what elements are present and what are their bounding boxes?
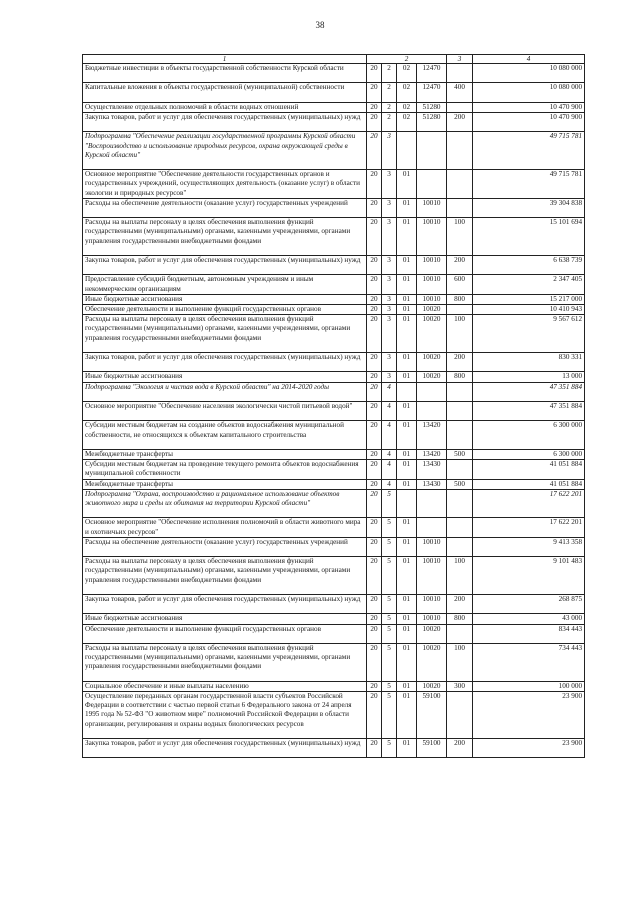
row-name: Подпрограмма "Экология и чистая вода в Курской области" на 2014-2020 годы xyxy=(83,382,367,401)
column-header-3: 3 xyxy=(447,55,473,64)
table-row xyxy=(83,624,585,643)
row-code-subprogram: 3 xyxy=(382,255,397,274)
row-code-event xyxy=(397,382,417,401)
row-code-direction: 10020 xyxy=(417,304,447,314)
row-name: Социальное обеспечение и иные выплаты населению xyxy=(83,681,367,691)
row-code-program: 20 xyxy=(367,132,382,170)
row-code-program: 20 xyxy=(367,624,382,643)
row-code-direction: 59100 xyxy=(417,691,447,738)
row-amount: 2 347 405 xyxy=(473,275,585,294)
row-expense-type: 200 xyxy=(447,738,473,757)
row-code-program: 20 xyxy=(367,594,382,613)
table-row xyxy=(83,198,585,217)
table-row xyxy=(83,401,585,420)
row-code-direction xyxy=(417,401,447,420)
row-code-event: 01 xyxy=(397,614,417,624)
row-expense-type: 200 xyxy=(447,352,473,371)
row-code-subprogram: 4 xyxy=(382,401,397,420)
row-expense-type: 600 xyxy=(447,275,473,294)
row-code-event: 01 xyxy=(397,738,417,757)
row-code-direction xyxy=(417,132,447,170)
row-expense-type: 800 xyxy=(447,372,473,382)
table-row xyxy=(83,132,585,170)
row-code-subprogram: 2 xyxy=(382,83,397,102)
row-code-event: 02 xyxy=(397,64,417,83)
row-code-direction xyxy=(417,518,447,537)
row-expense-type: 800 xyxy=(447,294,473,304)
row-code-direction xyxy=(417,489,447,518)
row-expense-type xyxy=(447,624,473,643)
row-code-event xyxy=(397,132,417,170)
table-row xyxy=(83,537,585,556)
row-code-event: 01 xyxy=(397,691,417,738)
row-code-direction: 13420 xyxy=(417,449,447,459)
row-code-subprogram: 3 xyxy=(382,352,397,371)
row-amount: 100 000 xyxy=(473,681,585,691)
table-row xyxy=(83,304,585,314)
row-amount: 47 351 884 xyxy=(473,401,585,420)
row-expense-type: 800 xyxy=(447,614,473,624)
row-code-program: 20 xyxy=(367,315,382,353)
row-expense-type xyxy=(447,518,473,537)
row-name: Закупка товаров, работ и услуг для обеспечения государственных (муниципальных) нужд xyxy=(83,255,367,274)
table-row xyxy=(83,382,585,401)
row-code-program: 20 xyxy=(367,304,382,314)
column-header-1: 1 xyxy=(83,55,367,64)
row-code-direction: 10010 xyxy=(417,537,447,556)
table-row xyxy=(83,112,585,131)
row-expense-type: 100 xyxy=(447,643,473,681)
row-code-direction: 10010 xyxy=(417,557,447,595)
row-code-program: 20 xyxy=(367,102,382,112)
row-code-program: 20 xyxy=(367,537,382,556)
row-code-subprogram: 3 xyxy=(382,294,397,304)
row-code-event: 01 xyxy=(397,518,417,537)
table-row xyxy=(83,315,585,353)
row-code-subprogram: 2 xyxy=(382,64,397,83)
row-name: Межбюджетные трансферты xyxy=(83,449,367,459)
row-code-event: 01 xyxy=(397,421,417,450)
row-code-direction xyxy=(417,170,447,199)
row-code-program: 20 xyxy=(367,479,382,489)
row-expense-type xyxy=(447,691,473,738)
row-code-event: 01 xyxy=(397,275,417,294)
table-row xyxy=(83,352,585,371)
row-code-program: 20 xyxy=(367,372,382,382)
row-code-subprogram: 4 xyxy=(382,421,397,450)
row-amount: 41 051 884 xyxy=(473,479,585,489)
table-row xyxy=(83,218,585,256)
row-code-subprogram: 4 xyxy=(382,479,397,489)
row-amount: 47 351 884 xyxy=(473,382,585,401)
row-code-direction: 13430 xyxy=(417,479,447,489)
row-code-event: 01 xyxy=(397,537,417,556)
row-code-subprogram: 3 xyxy=(382,304,397,314)
row-code-subprogram: 5 xyxy=(382,557,397,595)
row-code-event: 01 xyxy=(397,352,417,371)
row-amount: 734 443 xyxy=(473,643,585,681)
row-name: Подпрограмма "Обеспечение реализации государственной программы Курской области "Воспроизводство и использование природных ресурсов, охрана окружающей среды в Курской области" xyxy=(83,132,367,170)
table-body xyxy=(83,55,585,758)
row-code-program: 20 xyxy=(367,557,382,595)
row-code-event: 01 xyxy=(397,198,417,217)
row-code-subprogram: 3 xyxy=(382,218,397,256)
row-code-direction: 10020 xyxy=(417,643,447,681)
row-code-event: 01 xyxy=(397,294,417,304)
row-code-direction: 10010 xyxy=(417,614,447,624)
row-code-subprogram: 5 xyxy=(382,643,397,681)
table-row xyxy=(83,294,585,304)
table-row xyxy=(83,614,585,624)
row-code-event: 01 xyxy=(397,372,417,382)
row-name: Иные бюджетные ассигнования xyxy=(83,294,367,304)
table-row xyxy=(83,255,585,274)
row-name: Обеспечение деятельности и выполнение функций государственных органов xyxy=(83,304,367,314)
row-code-direction xyxy=(417,382,447,401)
row-code-program: 20 xyxy=(367,460,382,479)
row-amount: 6 638 739 xyxy=(473,255,585,274)
row-name: Расходы на выплаты персоналу в целях обеспечения выполнения функций государственными (муниципальными) органами, казенными учреждениями, органами управления государственными внебюджетными фондами xyxy=(83,218,367,256)
row-amount: 17 622 201 xyxy=(473,489,585,518)
row-code-event: 01 xyxy=(397,315,417,353)
row-name: Обеспечение деятельности и выполнение функций государственных органов xyxy=(83,624,367,643)
row-code-program: 20 xyxy=(367,382,382,401)
row-code-program: 20 xyxy=(367,64,382,83)
row-expense-type xyxy=(447,304,473,314)
row-expense-type xyxy=(447,64,473,83)
row-amount: 10 470 900 xyxy=(473,112,585,131)
row-code-event: 01 xyxy=(397,255,417,274)
row-name: Подпрограмма "Охрана, воспроизводство и рациональное использование объектов животного мира и среды их обитания на территории Курской области" xyxy=(83,489,367,518)
row-code-subprogram: 2 xyxy=(382,112,397,131)
row-amount: 10 470 900 xyxy=(473,102,585,112)
page-number: 38 xyxy=(315,20,325,30)
row-code-direction: 10020 xyxy=(417,372,447,382)
row-code-subprogram: 3 xyxy=(382,198,397,217)
row-code-subprogram: 3 xyxy=(382,275,397,294)
row-code-program: 20 xyxy=(367,738,382,757)
row-code-program: 20 xyxy=(367,401,382,420)
row-code-subprogram: 3 xyxy=(382,315,397,353)
row-code-event: 01 xyxy=(397,624,417,643)
row-name: Расходы на обеспечение деятельности (оказание услуг) государственных учреждений xyxy=(83,537,367,556)
row-code-program: 20 xyxy=(367,518,382,537)
row-name: Капитальные вложения в объекты государственной (муниципальной) собственности xyxy=(83,83,367,102)
row-amount: 830 331 xyxy=(473,352,585,371)
row-name: Закупка товаров, работ и услуг для обеспечения государственных (муниципальных) нужд xyxy=(83,352,367,371)
table-row xyxy=(83,691,585,738)
row-code-event: 01 xyxy=(397,681,417,691)
row-code-program: 20 xyxy=(367,489,382,518)
row-code-direction: 10010 xyxy=(417,294,447,304)
row-code-event: 01 xyxy=(397,557,417,595)
row-amount: 41 051 884 xyxy=(473,460,585,479)
row-amount: 15 101 694 xyxy=(473,218,585,256)
row-code-program: 20 xyxy=(367,449,382,459)
row-code-event: 01 xyxy=(397,170,417,199)
row-name: Закупка товаров, работ и услуг для обеспечения государственных (муниципальных) нужд xyxy=(83,594,367,613)
row-amount: 6 300 000 xyxy=(473,421,585,450)
row-code-program: 20 xyxy=(367,275,382,294)
row-code-direction: 10020 xyxy=(417,315,447,353)
row-code-event: 01 xyxy=(397,218,417,256)
table-row xyxy=(83,372,585,382)
row-code-direction: 51280 xyxy=(417,112,447,131)
row-code-program: 20 xyxy=(367,83,382,102)
row-name: Закупка товаров, работ и услуг для обеспечения государственных (муниципальных) нужд xyxy=(83,738,367,757)
row-code-subprogram: 3 xyxy=(382,170,397,199)
row-code-subprogram: 5 xyxy=(382,518,397,537)
row-name: Основное мероприятие "Обеспечение населения экологически чистой питьевой водой" xyxy=(83,401,367,420)
row-amount: 43 000 xyxy=(473,614,585,624)
row-expense-type: 200 xyxy=(447,112,473,131)
row-code-event xyxy=(397,489,417,518)
row-code-program: 20 xyxy=(367,198,382,217)
row-code-program: 20 xyxy=(367,681,382,691)
row-code-program: 20 xyxy=(367,255,382,274)
row-name: Расходы на обеспечение деятельности (оказание услуг) государственных учреждений xyxy=(83,198,367,217)
table-row xyxy=(83,681,585,691)
row-amount: 10 410 943 xyxy=(473,304,585,314)
row-expense-type: 100 xyxy=(447,557,473,595)
row-amount: 9 567 612 xyxy=(473,315,585,353)
column-header-2: 2 xyxy=(367,55,447,64)
row-expense-type: 500 xyxy=(447,479,473,489)
row-code-subprogram: 4 xyxy=(382,382,397,401)
row-expense-type: 200 xyxy=(447,594,473,613)
row-code-event: 01 xyxy=(397,479,417,489)
row-code-program: 20 xyxy=(367,112,382,131)
row-code-direction: 10010 xyxy=(417,218,447,256)
row-code-event: 01 xyxy=(397,401,417,420)
row-code-subprogram: 2 xyxy=(382,102,397,112)
row-expense-type xyxy=(447,102,473,112)
row-code-subprogram: 5 xyxy=(382,681,397,691)
table-row xyxy=(83,170,585,199)
row-code-direction: 10010 xyxy=(417,275,447,294)
table-row xyxy=(83,102,585,112)
row-name: Осуществление переданных органам государственной власти субъектов Российской Федерации в соответствии с частью первой статьи 6 Федерального закона от 24 апреля 1995 года № 52-ФЗ "О животном мире" полномочий Российской Федерации в области организации, регулирования и охраны водных биологических ресурсов xyxy=(83,691,367,738)
row-code-program: 20 xyxy=(367,614,382,624)
row-amount: 23 900 xyxy=(473,691,585,738)
row-code-direction: 59100 xyxy=(417,738,447,757)
table-row xyxy=(83,738,585,757)
table-row xyxy=(83,449,585,459)
row-amount: 17 622 201 xyxy=(473,518,585,537)
row-name: Бюджетные инвестиции в объекты государственной собственности Курской области xyxy=(83,64,367,83)
row-name: Основное мероприятие "Обеспечение исполнения полномочий в области животного мира и охотничьих ресурсов" xyxy=(83,518,367,537)
row-name: Закупка товаров, работ и услуг для обеспечения государственных (муниципальных) нужд xyxy=(83,112,367,131)
table-row xyxy=(83,557,585,595)
row-expense-type: 500 xyxy=(447,449,473,459)
table-row xyxy=(83,643,585,681)
row-expense-type xyxy=(447,198,473,217)
row-amount: 15 217 000 xyxy=(473,294,585,304)
row-expense-type: 100 xyxy=(447,315,473,353)
row-expense-type xyxy=(447,382,473,401)
row-expense-type xyxy=(447,489,473,518)
row-code-subprogram: 4 xyxy=(382,449,397,459)
row-code-subprogram: 5 xyxy=(382,738,397,757)
row-code-program: 20 xyxy=(367,170,382,199)
row-code-event: 01 xyxy=(397,304,417,314)
row-code-subprogram: 3 xyxy=(382,372,397,382)
row-expense-type xyxy=(447,170,473,199)
row-code-event: 01 xyxy=(397,594,417,613)
row-name: Субсидии местным бюджетам на создание объектов водоснабжения муниципальной собственности, не относящихся к объектам капитального строительства xyxy=(83,421,367,450)
row-code-direction: 10020 xyxy=(417,624,447,643)
row-name: Основное мероприятие "Обеспечение деятельности государственных органов и государственных учреждений, осуществляющих деятельность (оказание услуг) в области экологии и природных ресурсов" xyxy=(83,170,367,199)
row-name: Иные бюджетные ассигнования xyxy=(83,372,367,382)
row-name: Расходы на выплаты персоналу в целях обеспечения выполнения функций государственными (муниципальными) органами, казенными учреждениями, органами управления государственными внебюджетными фондами xyxy=(83,643,367,681)
row-amount: 39 304 838 xyxy=(473,198,585,217)
row-expense-type: 400 xyxy=(447,83,473,102)
row-amount: 49 715 781 xyxy=(473,170,585,199)
row-amount: 49 715 781 xyxy=(473,132,585,170)
row-code-program: 20 xyxy=(367,218,382,256)
row-amount: 10 080 000 xyxy=(473,64,585,83)
row-expense-type: 200 xyxy=(447,255,473,274)
table-row xyxy=(83,275,585,294)
table-row xyxy=(83,460,585,479)
row-expense-type: 300 xyxy=(447,681,473,691)
row-code-direction: 10010 xyxy=(417,198,447,217)
row-code-program: 20 xyxy=(367,294,382,304)
row-code-direction: 10010 xyxy=(417,594,447,613)
row-code-event: 01 xyxy=(397,643,417,681)
row-code-subprogram: 3 xyxy=(382,132,397,170)
budget-table xyxy=(82,54,585,758)
table-row xyxy=(83,479,585,489)
table-row xyxy=(83,64,585,83)
row-code-direction: 13420 xyxy=(417,421,447,450)
row-code-direction: 12470 xyxy=(417,83,447,102)
row-expense-type xyxy=(447,460,473,479)
row-name: Межбюджетные трансферты xyxy=(83,479,367,489)
row-expense-type xyxy=(447,537,473,556)
row-code-direction: 12470 xyxy=(417,64,447,83)
row-code-event: 02 xyxy=(397,83,417,102)
row-name: Иные бюджетные ассигнования xyxy=(83,614,367,624)
row-code-subprogram: 5 xyxy=(382,624,397,643)
row-amount: 13 000 xyxy=(473,372,585,382)
row-code-subprogram: 4 xyxy=(382,460,397,479)
row-amount: 9 413 358 xyxy=(473,537,585,556)
row-name: Предоставление субсидий бюджетным, автономным учреждениям и иным некоммерческим организациям xyxy=(83,275,367,294)
row-expense-type: 100 xyxy=(447,218,473,256)
row-code-event: 02 xyxy=(397,112,417,131)
table-header-row xyxy=(83,55,585,64)
row-code-program: 20 xyxy=(367,421,382,450)
column-header-4: 4 xyxy=(473,55,585,64)
row-amount: 834 443 xyxy=(473,624,585,643)
row-amount: 6 300 000 xyxy=(473,449,585,459)
row-code-program: 20 xyxy=(367,691,382,738)
table-row xyxy=(83,421,585,450)
row-name: Субсидии местным бюджетам на проведение текущего ремонта объектов водоснабжения муниципальной собственности xyxy=(83,460,367,479)
row-amount: 10 080 000 xyxy=(473,83,585,102)
row-code-direction: 10020 xyxy=(417,352,447,371)
row-code-event: 02 xyxy=(397,102,417,112)
row-code-event: 01 xyxy=(397,460,417,479)
row-code-subprogram: 5 xyxy=(382,614,397,624)
row-code-subprogram: 5 xyxy=(382,489,397,518)
row-code-direction: 13430 xyxy=(417,460,447,479)
row-amount: 268 875 xyxy=(473,594,585,613)
table-row xyxy=(83,594,585,613)
row-code-direction: 51280 xyxy=(417,102,447,112)
table-row xyxy=(83,83,585,102)
row-name: Расходы на выплаты персоналу в целях обеспечения выполнения функций государственными (муниципальными) органами, казенными учреждениями, органами управления государственными внебюджетными фондами xyxy=(83,315,367,353)
row-expense-type xyxy=(447,132,473,170)
row-code-event: 01 xyxy=(397,449,417,459)
row-amount: 23 900 xyxy=(473,738,585,757)
row-code-subprogram: 5 xyxy=(382,691,397,738)
row-code-program: 20 xyxy=(367,643,382,681)
row-code-subprogram: 5 xyxy=(382,594,397,613)
row-amount: 9 101 483 xyxy=(473,557,585,595)
row-code-program: 20 xyxy=(367,352,382,371)
row-expense-type xyxy=(447,421,473,450)
row-name: Осуществление отдельных полномочий в области водных отношений xyxy=(83,102,367,112)
row-code-direction: 10020 xyxy=(417,681,447,691)
table-row xyxy=(83,489,585,518)
row-name: Расходы на выплаты персоналу в целях обеспечения выполнения функций государственными (муниципальными) органами, казенными учреждениями, органами управления государственными внебюджетными фондами xyxy=(83,557,367,595)
row-code-subprogram: 5 xyxy=(382,537,397,556)
row-expense-type xyxy=(447,401,473,420)
row-code-direction: 10010 xyxy=(417,255,447,274)
table-row xyxy=(83,518,585,537)
